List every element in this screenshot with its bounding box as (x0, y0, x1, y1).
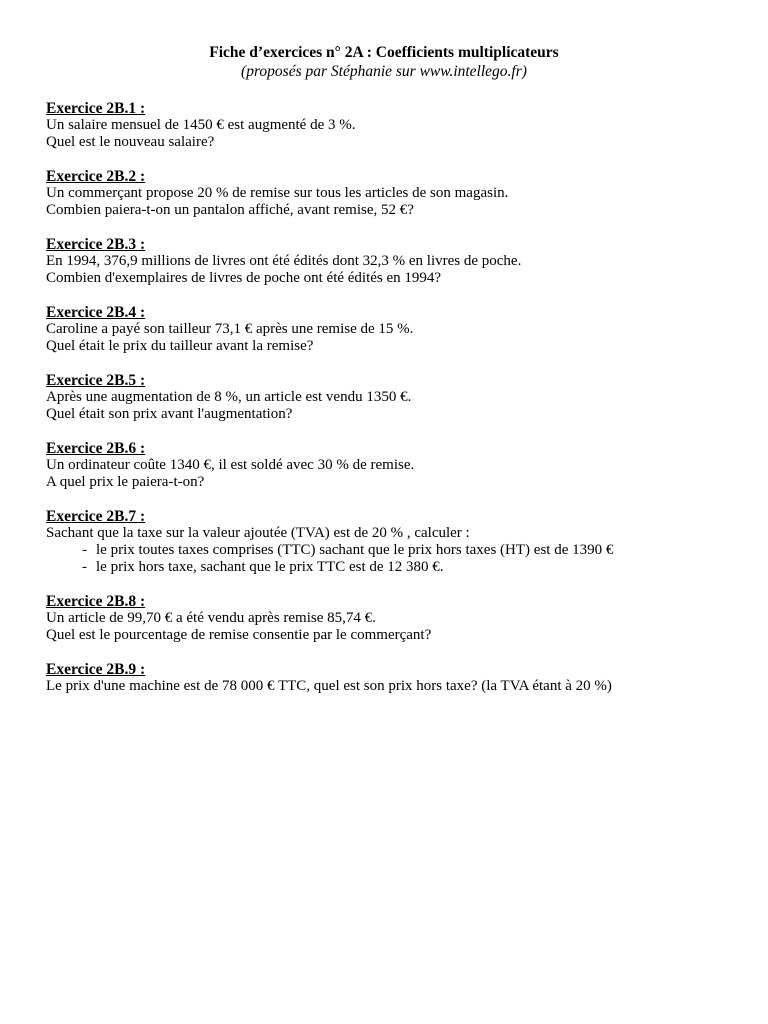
exercise-list (46, 100, 746, 712)
exercise-text-line: Le prix d'une machine est de 78 000 € TTC, quel est son prix hors taxe? (la TVA étant à 20 %) (46, 678, 612, 694)
exercise-title: Exercice 2B.1 : (46, 100, 146, 117)
exercise-text-line: Quel était son prix avant l'augmentation? (46, 406, 293, 422)
exercise-title: Exercice 2B.3 : (46, 236, 146, 253)
exercise-2b1 (46, 100, 746, 151)
exercise-2b6 (46, 440, 746, 491)
page-subtitle: (proposés par Stéphanie sur www.intellego.fr) (241, 63, 527, 80)
exercise-text-line: Un ordinateur coûte 1340 €, il est soldé avec 30 % de remise. (46, 457, 415, 473)
exercise-2b8 (46, 593, 746, 644)
exercise-text-line: Un article de 99,70 € a été vendu après remise 85,74 €. (46, 610, 376, 626)
exercise-text-line: En 1994, 376,9 millions de livres ont été édités dont 32,3 % en livres de poche. (46, 253, 522, 269)
exercise-text-line: Sachant que la taxe sur la valeur ajoutée (TVA) est de 20 % , calculer : (46, 525, 470, 541)
exercise-2b9 (46, 661, 746, 695)
page-title: Fiche d’exercices n° 2A : Coefficients multiplicateurs (209, 44, 559, 61)
exercise-bullet-item (46, 559, 746, 576)
exercise-text-line: A quel prix le paiera-t-on? (46, 474, 205, 490)
exercise-title: Exercice 2B.4 : (46, 304, 146, 321)
exercise-title: Exercice 2B.2 : (46, 168, 146, 185)
exercise-title: Exercice 2B.5 : (46, 372, 146, 389)
exercise-text-line: Combien paiera-t-on un pantalon affiché, avant remise, 52 €? (46, 202, 414, 218)
exercise-text-line: Un commerçant propose 20 % de remise sur tous les articles de son magasin. (46, 185, 509, 201)
exercise-title: Exercice 2B.8 : (46, 593, 146, 610)
dash-bullet-icon: - (82, 559, 87, 575)
bullet-text: le prix toutes taxes comprises (TTC) sachant que le prix hors taxes (HT) est de 1390 € (96, 542, 614, 558)
exercise-text-line: Combien d'exemplaires de livres de poche ont été édités en 1994? (46, 270, 442, 286)
worksheet-header (0, 43, 768, 81)
exercise-text-line: Quel est le pourcentage de remise consentie par le commerçant? (46, 627, 432, 643)
exercise-text-line: Quel était le prix du tailleur avant la remise? (46, 338, 314, 354)
exercise-text-line: Quel est le nouveau salaire? (46, 134, 215, 150)
dash-bullet-icon: - (82, 542, 87, 558)
exercise-bullet-item (46, 542, 746, 559)
exercise-title: Exercice 2B.9 : (46, 661, 146, 678)
exercise-title: Exercice 2B.6 : (46, 440, 146, 457)
bullet-text: le prix hors taxe, sachant que le prix TTC est de 12 380 €. (96, 559, 444, 575)
exercise-text-line: Un salaire mensuel de 1450 € est augmenté de 3 %. (46, 117, 356, 133)
exercise-2b5 (46, 372, 746, 423)
exercise-text-line: Après une augmentation de 8 %, un article est vendu 1350 €. (46, 389, 412, 405)
exercise-2b7 (46, 508, 746, 576)
exercise-title: Exercice 2B.7 : (46, 508, 146, 525)
exercise-2b4 (46, 304, 746, 355)
exercise-2b3 (46, 236, 746, 287)
exercise-text-line: Caroline a payé son tailleur 73,1 € après une remise de 15 %. (46, 321, 414, 337)
exercise-2b2 (46, 168, 746, 219)
